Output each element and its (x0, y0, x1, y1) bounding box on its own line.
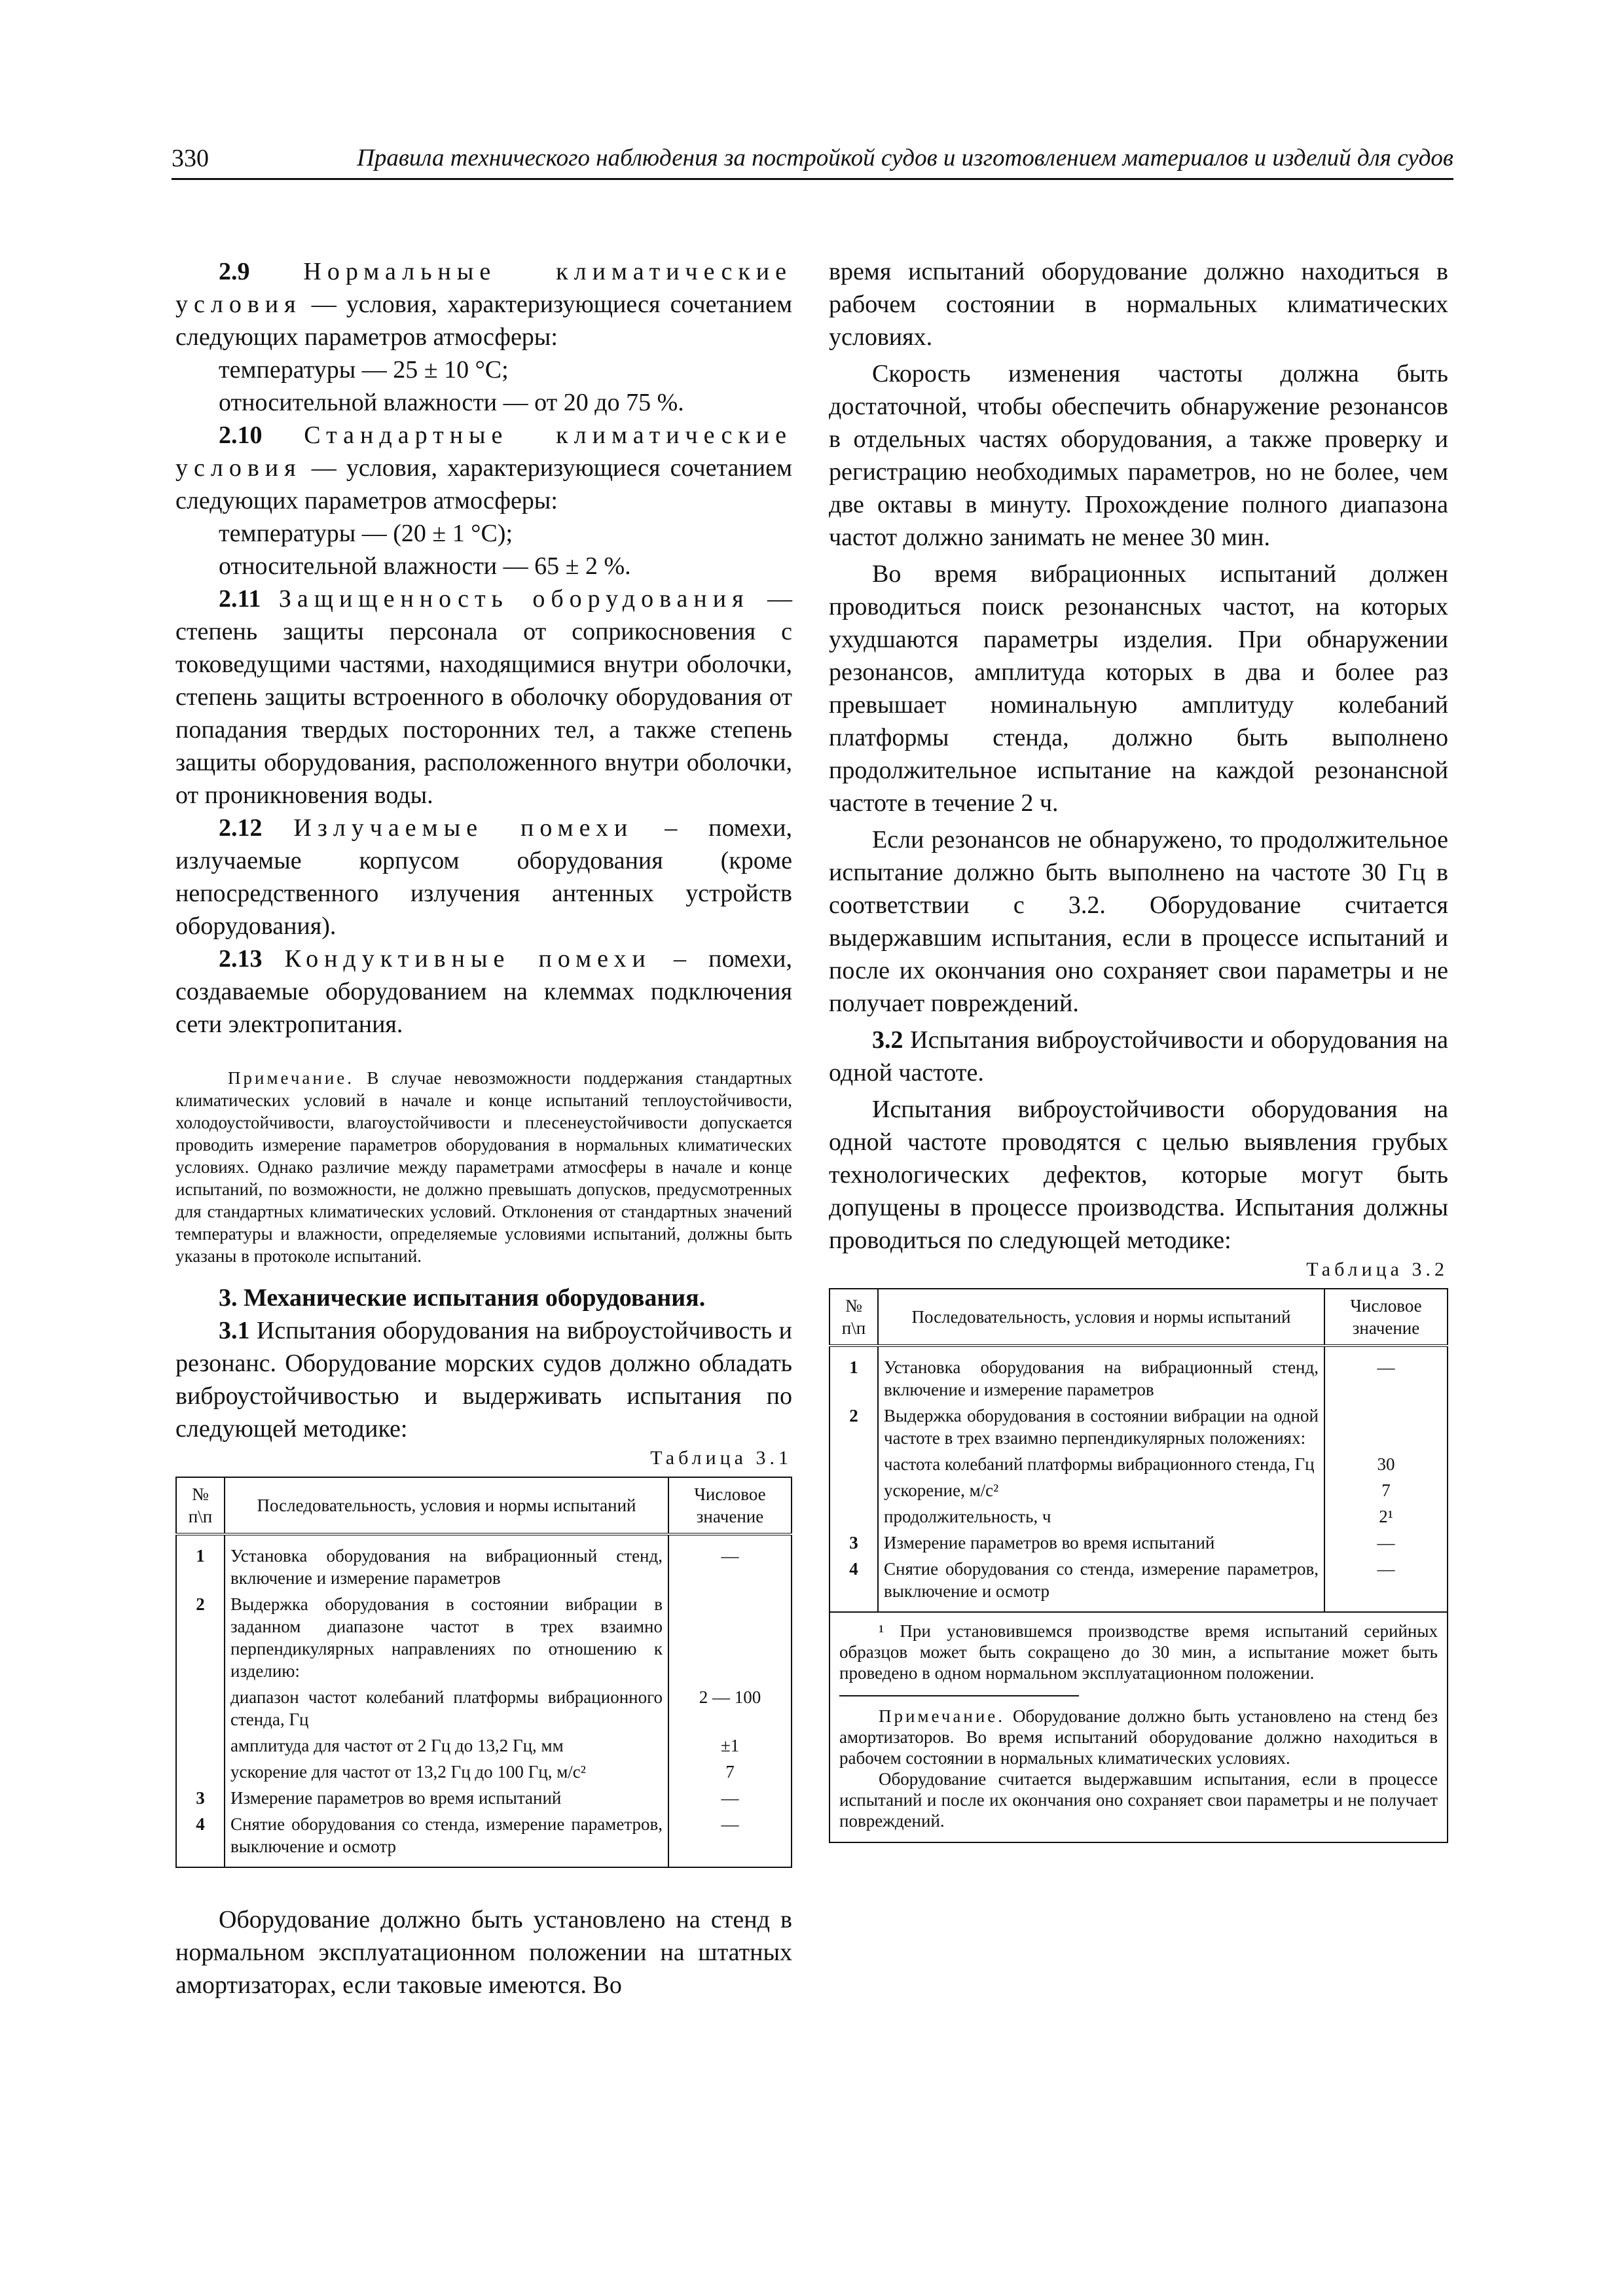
row-number: 2 (176, 1591, 225, 1684)
para-2-10-line2: относительной влажности — 65 ± 2 %. (219, 552, 631, 580)
row-value: 30 (1324, 1451, 1448, 1477)
clause-term: Кондуктивные помехи (284, 945, 651, 973)
clause-term: Нормальные климатические условия (175, 258, 792, 318)
table-note (839, 1706, 1438, 1768)
para-resonance-search: Во время вибрационных испытаний должен проводиться поиск резонансных частот, на которых ухудшаются параметры изделия. При обнаружении резонансов, амплитуда которых в два и более раз превышает номинальную амплитуду колебаний платформы стенда, должно быть выполнено продолжительное испытание на каждой резонансной частоте в течение 2 ч. (829, 560, 1448, 817)
row-number: 2 (830, 1403, 878, 1451)
col-number-header: № п\п (176, 1477, 225, 1534)
row-description: амплитуда для частот от 2 Гц до 13,2 Гц, мм (225, 1732, 668, 1759)
table-header-row (830, 1289, 1448, 1346)
row-description: Снятие оборудования со стенда, измерение параметров, выключение и осмотр (225, 1811, 668, 1867)
table-note-2: Оборудование считается выдержавшим испытания, если в процессе испытаний и после их окончания оно сохраняет свои параметры и не получает повреждений. (839, 1769, 1438, 1831)
para-2-10 (175, 419, 792, 517)
table-row (176, 1534, 792, 1591)
row-value (1324, 1403, 1448, 1451)
row-number (830, 1503, 878, 1530)
row-value: 7 (668, 1759, 792, 1785)
note-label: Примечание. (228, 1068, 355, 1088)
table-3-2-caption: Таблица 3.2 (1306, 1259, 1448, 1280)
row-number: 3 (830, 1530, 878, 1556)
row-description: Измерение параметров во время испытаний (878, 1530, 1324, 1556)
table-3-2 (829, 1288, 1448, 1613)
table-row (176, 1785, 792, 1811)
table-header-row (176, 1477, 792, 1534)
row-number: 4 (176, 1811, 225, 1867)
note-climatic (175, 1067, 792, 1267)
table-row (176, 1732, 792, 1759)
row-number: 1 (830, 1346, 878, 1403)
para-single-frequency: Испытания виброустойчивости оборудования на одной частоте проводятся с целью выявления грубых технологических дефектов, которые могут быть допущены в процессе производства. Испытания должны проводиться по следующей методике: (829, 1096, 1448, 1254)
row-value: — (668, 1811, 792, 1867)
row-description: Установка оборудования на вибрационный стенд, включение и измерение параметров (225, 1534, 668, 1591)
note-label: Примечание. (879, 1706, 1006, 1726)
row-description: Снятие оборудования со стенда, измерение параметров, выключение и осмотр (878, 1556, 1324, 1612)
table-row (830, 1403, 1448, 1451)
col-value-header: Числовое значение (668, 1477, 792, 1534)
clause-number: 3.2 (872, 1026, 903, 1054)
table-row (830, 1530, 1448, 1556)
row-value: — (668, 1534, 792, 1591)
row-value: ±1 (668, 1732, 792, 1759)
para-2-9-line1: температуры — 25 ± 10 °C; (219, 356, 509, 384)
clause-text: – помехи, излучаемые корпусом оборудования (кроме непосредственного излучения антенных устройств оборудования). (175, 814, 792, 940)
row-description: Выдержка оборудования в состоянии вибрации в заданном диапазоне частот в трех взаимно перпендикулярных направлениях по отношению к изделию: (225, 1591, 668, 1684)
para-2-12 (175, 812, 792, 942)
col-value-header: Числовое значение (1324, 1289, 1448, 1346)
row-value (668, 1591, 792, 1684)
page-header (172, 144, 1453, 179)
clause-number: 2.12 (219, 814, 263, 842)
row-value: — (1324, 1530, 1448, 1556)
clause-number: 3.1 (219, 1317, 250, 1344)
row-description: диапазон частот колебаний платформы вибрационного стенда, Гц (225, 1684, 668, 1732)
para-continued: время испытаний оборудование должно находиться в рабочем состоянии в нормальных климатических условиях. (829, 258, 1448, 351)
table-row (176, 1684, 792, 1732)
col-procedure-header: Последовательность, условия и нормы испытаний (225, 1477, 668, 1534)
para-2-10-line1: температуры — (20 ± 1 °C); (219, 520, 513, 547)
col-number-header: № п\п (830, 1289, 878, 1346)
clause-number: 2.13 (219, 945, 263, 973)
row-number: 3 (176, 1785, 225, 1811)
table-3-1-caption: Таблица 3.1 (650, 1447, 792, 1469)
note-text: Оборудование должно быть установлено на стенд без амортизаторов. Во время испытаний оборудование должно находиться в рабочем состоянии в нормальных климатических условиях. (839, 1706, 1438, 1768)
running-title: Правила технического наблюдения за постройкой судов и изготовлением материалов и изделий для судов (357, 145, 1453, 171)
header-rule (172, 178, 1453, 180)
para-2-11 (175, 583, 792, 812)
para-3-1 (175, 1314, 792, 1445)
para-2-9-line2: относительной влажности — от 20 до 75 %. (219, 389, 684, 416)
row-description: ускорение для частот от 13,2 Гц до 100 Гц, м/с² (225, 1759, 668, 1785)
para-no-resonance: Если резонансов не обнаружено, то продолжительное испытание должно быть выполнено на частоте 30 Гц в соответствии с 3.2. Оборудование считается выдержавшим испытания, если в процессе испытаний и после их окончания оно сохраняет свои параметры и не получает повреждений. (829, 826, 1448, 1017)
para-3-2 (829, 1024, 1448, 1089)
row-number: 1 (176, 1534, 225, 1591)
clause-text: Испытания виброустойчивости и оборудования на одной частоте. (829, 1026, 1448, 1086)
para-2-13 (175, 942, 792, 1041)
row-number (176, 1684, 225, 1732)
row-description: Выдержка оборудования в состоянии вибрации на одной частоте в трех взаимно перпендикулярных положениях: (878, 1403, 1324, 1451)
row-description: Измерение параметров во время испытаний (225, 1785, 668, 1811)
row-number (176, 1759, 225, 1785)
para-2-9 (175, 255, 792, 353)
table-row (176, 1811, 792, 1867)
table-row (830, 1346, 1448, 1403)
para-frequency-speed: Скорость изменения частоты должна быть достаточной, чтобы обеспечить обнаружение резонансов в отдельных частях оборудования, а также проверку и регистрацию необходимых параметров, но не более, чем две октавы в минуту. Прохождение полного диапазона частот должно занимать не менее 30 мин. (829, 360, 1448, 551)
table-row (176, 1591, 792, 1684)
right-column (829, 255, 1448, 1843)
row-number (830, 1451, 878, 1477)
row-description: продолжительность, ч (878, 1503, 1324, 1530)
col-procedure-header: Последовательность, условия и нормы испытаний (878, 1289, 1324, 1346)
row-number (176, 1732, 225, 1759)
row-value: — (668, 1785, 792, 1811)
clause-text: – помехи, создаваемые оборудованием на клеммах подключения сети электропитания. (175, 945, 792, 1038)
para-after-table-3-1: Оборудование должно быть установлено на стенд в нормальном эксплуатационном положении на штатных амортизаторах, если таковые имеются. Во (175, 1906, 792, 1999)
clause-text: — условия, характеризующиеся сочетанием следующих параметров атмосферы: (175, 454, 792, 514)
table-row (830, 1477, 1448, 1503)
clause-text: — степень защиты персонала от соприкосновения с токоведущими частями, находящимися внутри оболочки, степень защиты встроенного в оболочку оборудования от попадания твердых посторонних тел, а также степень защиты оборудования, расположенного внутри оболочки, от проникновения воды. (175, 585, 792, 809)
section-3-heading: 3. Механические испытания оборудования. (219, 1284, 706, 1312)
row-description: ускорение, м/с² (878, 1477, 1324, 1503)
clause-term: Стандартные климатические условия (175, 422, 793, 482)
clause-term: Излучаемые помехи (293, 814, 634, 842)
left-column (175, 255, 792, 2001)
row-description: Установка оборудования на вибрационный стенд, включение и измерение параметров (878, 1346, 1324, 1403)
row-value: 7 (1324, 1477, 1448, 1503)
table-row (830, 1503, 1448, 1530)
row-value: 2 — 100 (668, 1684, 792, 1732)
table-3-2-notes (829, 1613, 1448, 1843)
row-value: — (1324, 1346, 1448, 1403)
row-value: 2¹ (1324, 1503, 1448, 1530)
footnote-rule (839, 1695, 1079, 1696)
table-footnote: ¹ При установившемся производстве время испытаний серийных образцов может быть сокращено до 30 мин, а испытание может быть проведено в одном нормальном эксплуатационном положении. (839, 1621, 1438, 1683)
clause-number: 2.10 (219, 422, 263, 449)
note-text: В случае невозможности поддержания стандартных климатических условий в начале и конце испытаний теплоустойчивости, холодоустойчивости, влагоустойчивости и плесенеустойчивости допускается проводить измерение параметров оборудования в нормальных климатических условиях. Однако различие между параметрами атмосферы в начале и конце испытаний, по возможности, не должно превышать допусков, предусмотренных для стандартных климатических условий. Отклонения от стандартных значений температуры и влажности, определяемые условиями испытаний, должны быть указаны в протоколе испытаний. (175, 1068, 792, 1266)
clause-number: 2.11 (219, 585, 261, 613)
page-number: 330 (172, 145, 209, 172)
row-number: 4 (830, 1556, 878, 1612)
clause-text: Испытания оборудования на виброустойчивость и резонанс. Оборудование морских судов должно обладать виброустойчивостью и выдерживать испытания по следующей методике: (175, 1317, 792, 1443)
row-value: — (1324, 1556, 1448, 1612)
table-row (830, 1451, 1448, 1477)
clause-text: — условия, характеризующиеся сочетанием следующих параметров атмосферы: (175, 291, 792, 351)
clause-number: 2.9 (219, 258, 250, 285)
table-3-1 (175, 1477, 792, 1868)
table-row (176, 1759, 792, 1785)
row-description: частота колебаний платформы вибрационного стенда, Гц (878, 1451, 1324, 1477)
table-row (830, 1556, 1448, 1612)
row-number (830, 1477, 878, 1503)
clause-term: Защищенность оборудования (278, 585, 750, 613)
